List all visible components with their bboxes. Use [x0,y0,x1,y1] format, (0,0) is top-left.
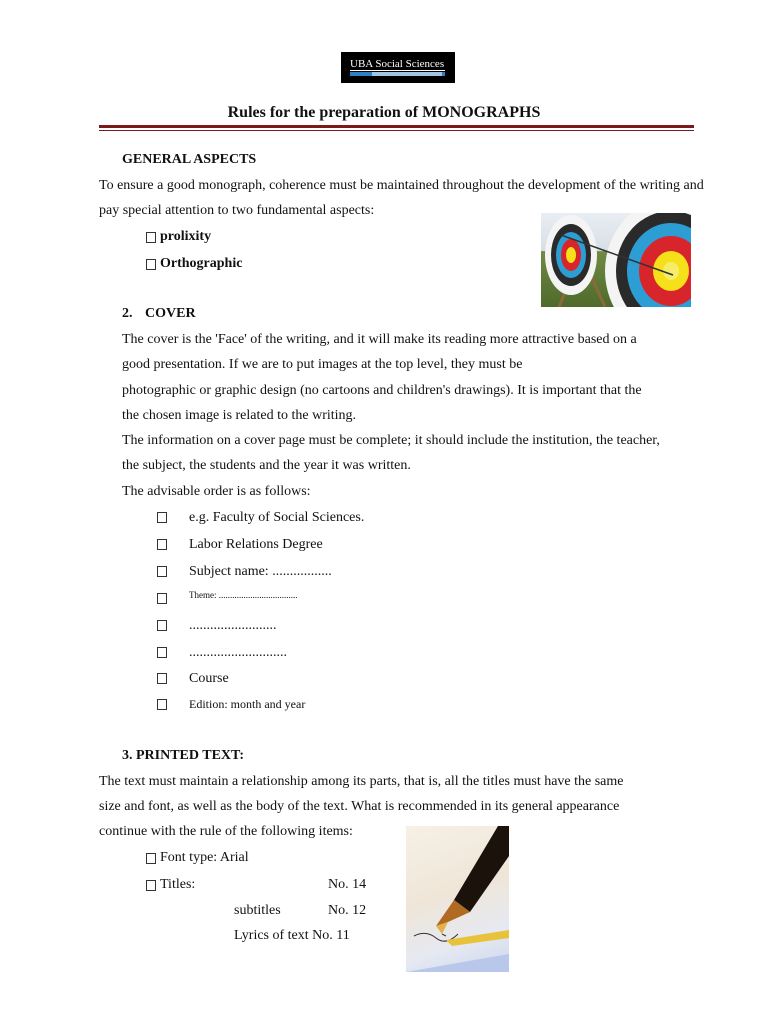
checkbox-icon [157,673,167,684]
cover-item: Course [189,671,229,686]
subtitles-label: subtitles [234,903,281,918]
cover-line-1: The cover is the 'Face' of the writing, and it will make its reading more attractive based on a [122,332,637,347]
cover-heading: COVER [145,306,196,321]
printed-heading: 3. PRINTED TEXT: [122,748,245,763]
cover-line-4: the chosen image is related to the writing. [122,408,357,423]
cover-item: Labor Relations Degree [189,537,323,552]
checkbox-icon [146,259,156,270]
cover-heading-number: 2. [122,306,133,321]
pen-writing-image [406,826,509,972]
checkbox-icon [157,512,167,523]
cover-line-3: photographic or graphic design (no cartoons and children's drawings). It is important that the [122,383,642,398]
bullet-prolixity: prolixity [160,229,212,244]
logo-underline [350,70,445,71]
font-type: Font type: Arial [160,850,249,865]
logo-sub-bar [372,72,442,76]
checkbox-icon [157,566,167,577]
cover-line-2: good presentation. If we are to put images at the top level, they must be [122,357,523,372]
cover-item: Subject name: ................. [189,564,332,579]
checkbox-icon [146,880,156,891]
printed-line-3: continue with the rule of the following items: [99,824,353,839]
general-line-1: To ensure a good monograph, coherence must be maintained throughout the development of the writing and [99,178,704,193]
checkbox-icon [157,593,167,604]
title-rule-thick [99,125,694,128]
checkbox-icon [157,699,167,710]
titles-label: Titles: [160,877,196,892]
subtitles-value: No. 12 [328,903,367,918]
titles-value: No. 14 [328,877,367,892]
printed-line-2: size and font, as well as the body of the text. What is recommended in its general appearance [99,799,620,814]
checkbox-icon [157,539,167,550]
cover-line-6: the subject, the students and the year it was written. [122,458,411,473]
cover-item: Edition: month and year [189,697,306,711]
checkbox-icon [157,620,167,631]
checkbox-icon [146,232,156,243]
lyrics-line: Lyrics of text No. 11 [234,928,350,943]
cover-item: e.g. Faculty of Social Sciences. [189,510,365,525]
checkbox-icon [146,853,156,864]
page-title: Rules for the preparation of MONOGRAPHS [227,104,541,121]
logo-text: UBA Social Sciences [350,58,445,70]
archery-target-image [541,213,691,307]
general-heading: GENERAL ASPECTS [122,152,257,167]
cover-item: ......................... [189,618,277,633]
cover-line-7: The advisable order is as follows: [122,484,311,499]
general-line-2: pay special attention to two fundamental aspects: [99,203,375,218]
bullet-orthographic: Orthographic [160,256,243,271]
title-rule-thin [99,130,694,131]
checkbox-icon [157,647,167,658]
uba-logo [341,52,455,83]
cover-item: Theme: ................................... [189,590,298,600]
printed-line-1: The text must maintain a relationship among its parts, that is, all the titles must have the same [99,774,624,789]
cover-item: ............................ [189,645,287,660]
cover-line-5: The information on a cover page must be complete; it should include the institution, the teacher, [122,433,660,448]
